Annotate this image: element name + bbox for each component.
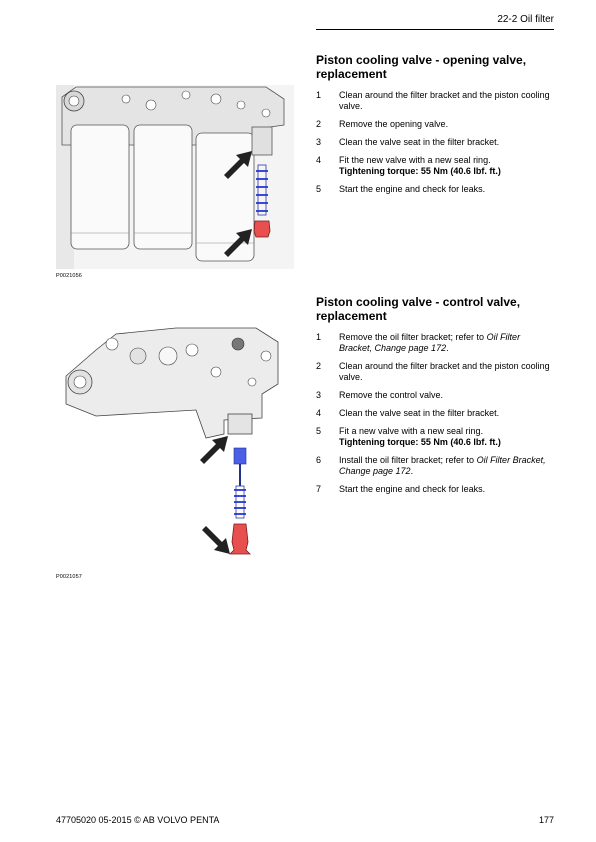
filter-bracket-illustration xyxy=(56,320,294,570)
header-title: 22-2 Oil filter xyxy=(497,14,554,25)
section-title: Piston cooling valve - control valve, replacement xyxy=(316,295,521,323)
step-item: 2 Clean around the filter bracket and the piston cooling valve. xyxy=(316,361,550,382)
footer-doc-info: 47705020 05-2015 © AB VOLVO PENTA xyxy=(56,815,220,825)
figure-oil-filters xyxy=(56,85,294,269)
cross-reference-link[interactable]: Oil Filter Bracket, Change page 172 xyxy=(339,455,546,476)
step-item: 4 Clean the valve seat in the filter bracket. xyxy=(316,408,500,418)
section-title: Piston cooling valve - opening valve, replacement xyxy=(316,53,527,81)
cross-reference-link[interactable]: Oil Filter Bracket, Change page 172 xyxy=(339,332,521,353)
page-number: 177 xyxy=(538,815,554,825)
oil-filter-illustration xyxy=(56,85,294,269)
step-item: 6 Install the oil filter bracket; refer to Oil Filter Bracket, Change page 172. xyxy=(316,455,546,476)
step-item: 3 Clean the valve seat in the filter bracket. xyxy=(316,137,500,147)
step-item: 5 Start the engine and check for leaks. xyxy=(316,184,486,194)
step-item: 7 Start the engine and check for leaks. xyxy=(316,484,486,494)
step-item: 4 Fit the new valve with a new seal ring. Tightening torque: 55 Nm (40.6 lbf. ft.) xyxy=(316,155,501,176)
header-rule xyxy=(316,29,554,30)
step-item: 1 Clean around the filter bracket and the piston cooling valve. xyxy=(316,90,550,111)
figure-code-2: P0021057 xyxy=(56,574,82,580)
section-control-valve xyxy=(316,295,554,502)
step-item: 1 Remove the oil filter bracket; refer to Oil Filter Bracket, Change page 172. xyxy=(316,332,521,353)
tightening-torque: Tightening torque: 55 Nm (40.6 lbf. ft.) xyxy=(339,166,501,176)
figure-code-1: P0021056 xyxy=(56,273,82,279)
section-opening-valve xyxy=(316,53,554,202)
step-item: 5 Fit a new valve with a new seal ring. Tightening torque: 55 Nm (40.6 lbf. ft.) xyxy=(316,426,501,447)
step-list xyxy=(316,90,554,195)
figure-filter-bracket xyxy=(56,320,294,570)
step-list xyxy=(316,332,554,495)
tightening-torque: Tightening torque: 55 Nm (40.6 lbf. ft.) xyxy=(339,437,501,447)
step-item: 2 Remove the opening valve. xyxy=(316,119,449,129)
step-item: 3 Remove the control valve. xyxy=(316,390,444,400)
